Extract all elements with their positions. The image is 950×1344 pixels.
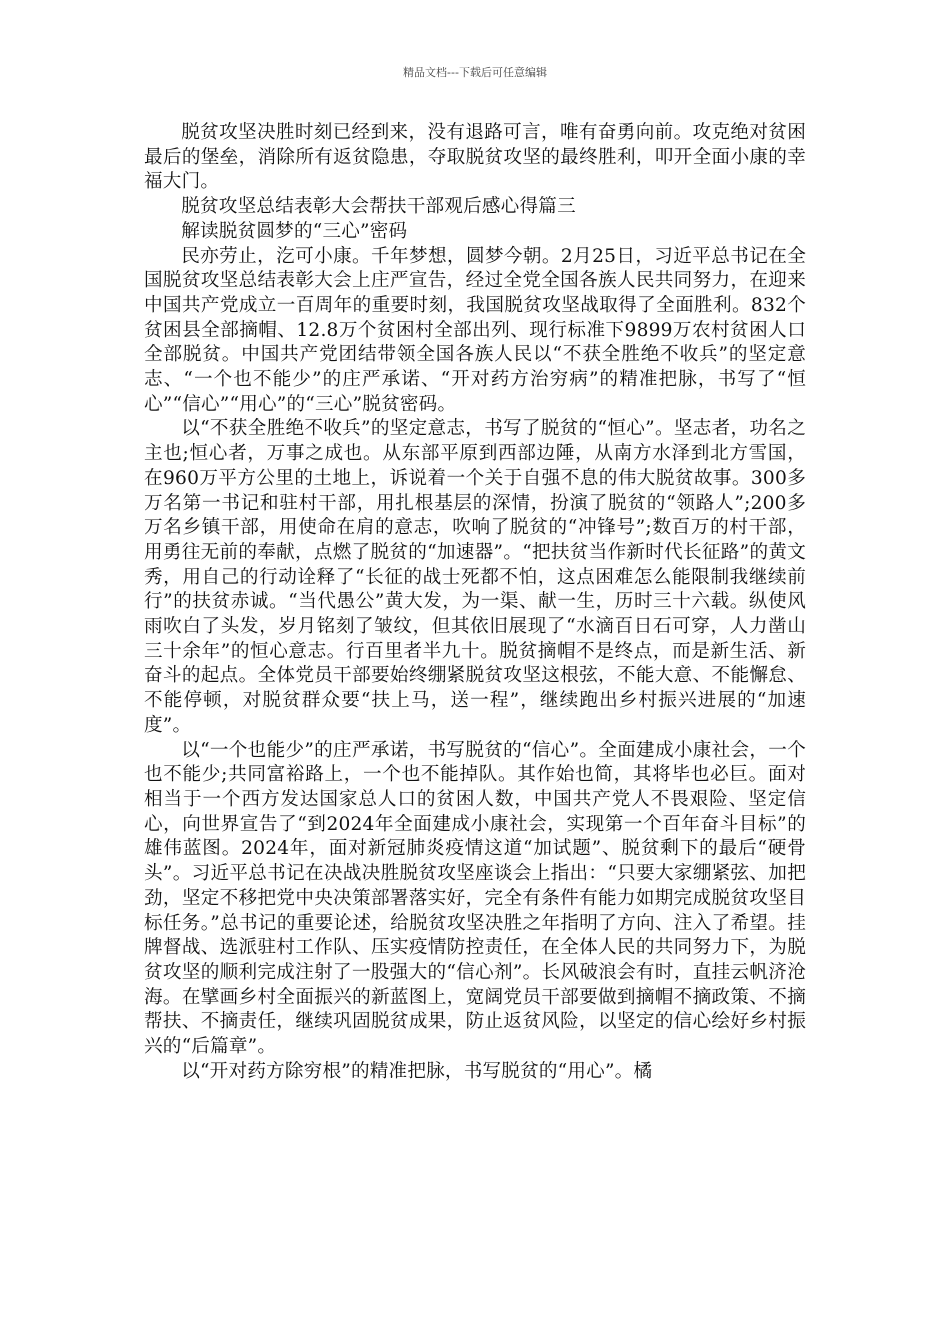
section-title: 脱贫攻坚总结表彰大会帮扶干部观后感心得篇三 bbox=[181, 196, 576, 218]
paragraph: 脱贫攻坚决胜时刻已经到来，没有退路可言，唯有奋勇向前。攻克绝对贫困最后的堡垒，消除所有返贫隐患，夺取脱贫攻坚的最终胜利，叩开全面小康的幸福大门。 bbox=[144, 122, 806, 193]
section-subtitle: 解读脱贫圆梦的“三心”密码 bbox=[181, 220, 408, 242]
paragraph: 以“一个也能少”的庄严承诺，书写脱贫的“信心”。全面建成小康社会，一个也不能少;共同富裕路上，一个也不能掉队。其作始也简，其将毕也必巨。面对相当于一个西方发达国家总人口的贫困人数，中国共产党人不畏艰险、坚定信心，向世界宣告了“到2024年全面建成小康社会，实现第一个百年奋斗目标”的雄伟蓝图。2024年，面对新冠肺炎疫情这道“加试题”、脱贫剩下的最后“硬骨头”。习近平总书记在决战决胜脱贫攻坚座谈会上指出：“只要大家绷紧弦、加把劲，坚定不移把党中央决策部署落实好，完全有条件有能力如期完成脱贫攻坚目标任务。”总书记的重要论述，给脱贫攻坚决胜之年指明了方向、注入了希望。挂牌督战、选派驻村工作队、压实疫情防控责任，在全体人民的共同努力下，为脱贫攻坚的顺利完成注射了一股强大的“信心剂”。长风破浪会有时，直挂云帆济沧海。在擘画乡村全面振兴的新蓝图上，宽阔党员干部要做到摘帽不摘政策、不摘帮扶、不摘责任，继续巩固脱贫成果，防止返贫风险，以坚定的信心绘好乡村振兴的“后篇章”。 bbox=[144, 739, 806, 1058]
paragraph: 民亦劳止，汔可小康。千年梦想，圆梦今朝。2月25日，习近平总书记在全国脱贫攻坚总结表彰大会上庄严宣告，经过全党全国各族人民共同努力，在迎来中国共产党成立一百周年的重要时刻，我国脱贫攻坚战取得了全面胜利。832个贫困县全部摘帽、12.8万个贫困村全部出列、现行标准下9899万农村贫困人口全部脱贫。中国共产党团结带领全国各族人民以“不获全胜绝不收兵”的坚定意志、“一个也不能少”的庄严承诺、“开对药方治穷病”的精准把脉，书写了“恒心”“信心”“用心”的“三心”脱贫密码。 bbox=[144, 245, 806, 415]
page-header: 精品文档---下载后可任意编辑 bbox=[403, 66, 547, 79]
paragraph: 以“不获全胜绝不收兵”的坚定意志，书写了脱贫的“恒心”。坚志者，功名之主也;恒心者，万事之成也。从东部平原到西部边陲，从南方水泽到北方雪国，在960万平方公里的土地上，诉说着一个关于自强不息的伟大脱贫故事。300多万名第一书记和驻村干部，用扎根基层的深情，扮演了脱贫的“领路人”;200多万名乡镇干部，用使命在肩的意志，吹响了脱贫的“冲锋号”;数百万的村干部，用勇往无前的奉献，点燃了脱贫的“加速器”。“把扶贫当作新时代长征路”的黄文秀，用自己的行动诠释了“长征的战士死都不怕，这点困难怎么能限制我继续前行”的扶贫赤诚。“当代愚公”黄大发，为一渠、献一生，历时三十六载。纵使风雨吹白了头发，岁月铭刻了皱纹，但其依旧展现了“水滴百日石可穿，人力凿山三十余年”的恒心意志。行百里者半九十。脱贫摘帽不是终点，而是新生活、新奋斗的起点。全体党员干部要始终绷紧脱贫攻坚这根弦，不能大意、不能懈怠、不能停顿，对脱贫群众要“扶上马，送一程”，继续跑出乡村振兴进展的“加速度”。 bbox=[144, 418, 806, 736]
paragraph: 以“开对药方除穷根”的精准把脉，书写脱贫的“用心”。橘 bbox=[181, 1060, 653, 1082]
document-body bbox=[144, 121, 806, 1084]
